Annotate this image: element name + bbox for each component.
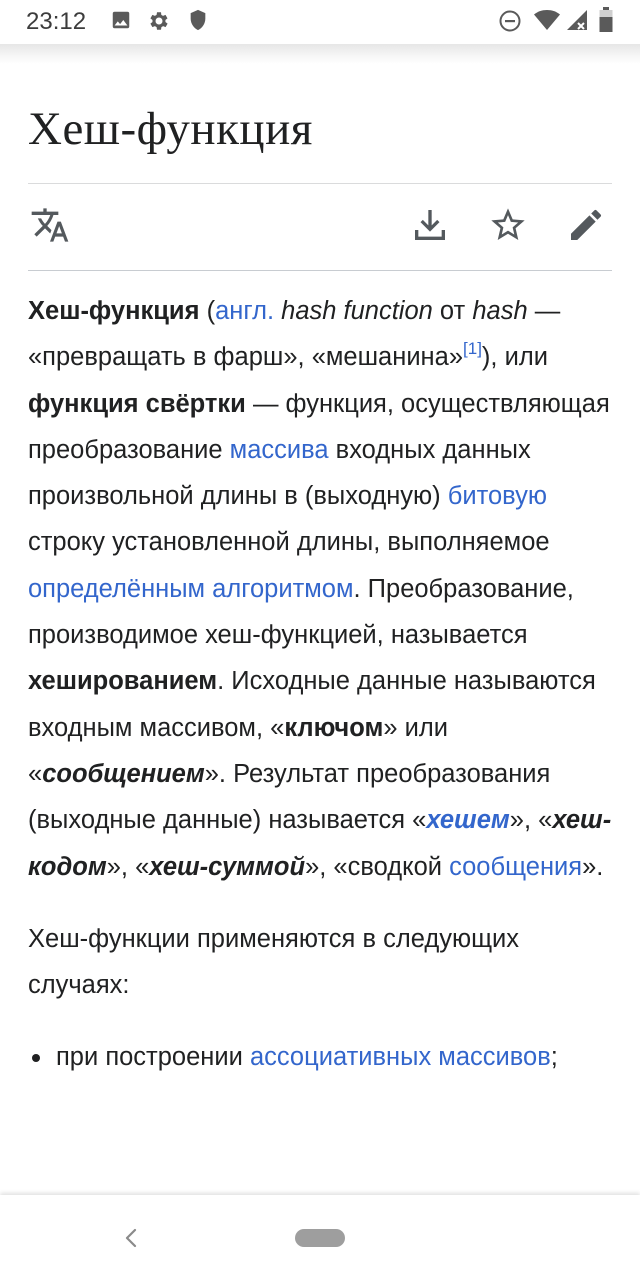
status-bar (0, 0, 640, 44)
text: », « (106, 852, 150, 881)
list-item-text: при построении (56, 1043, 250, 1072)
link-associative-arrays[interactable]: ассоциативных массивов (249, 1043, 551, 1072)
usage-paragraph: Хеш-функции применяются в следующих случаях: (28, 924, 520, 1000)
back-icon[interactable] (118, 1225, 144, 1251)
status-time: 23:12 (26, 8, 87, 35)
text: — функция, осуществляющая преобразование (28, 389, 610, 464)
download-icon[interactable] (410, 205, 450, 245)
bold-term: ключом (284, 713, 384, 742)
link-message[interactable]: сообщения (449, 852, 583, 881)
link-algorithm[interactable]: определённым алгоритмом (28, 574, 354, 603)
navigation-bar (0, 1195, 640, 1280)
page-title: Хеш-функция (28, 103, 313, 155)
bold-italic-term: сообщением (42, 759, 205, 788)
link-lang[interactable]: англ. (215, 297, 275, 325)
bold-term: функция свёртки (28, 389, 246, 418)
shield-icon (188, 9, 208, 36)
text: входных данных произвольной длины в (выходную) (28, 435, 531, 511)
reference-link[interactable]: [1] (463, 339, 482, 359)
text: . Исходные данные называются входным массивом, « (28, 667, 596, 742)
text: ». Результат преобразования (выходные данные) называется « (28, 759, 551, 835)
bold-term: Хеш-функция (28, 297, 200, 325)
edit-pencil-icon[interactable] (566, 205, 606, 245)
home-pill[interactable] (295, 1229, 345, 1247)
bold-italic-term: хеш-суммой (149, 852, 306, 881)
divider (28, 183, 612, 184)
list-item-text: ; (550, 1043, 558, 1072)
text: », «сводкой (305, 852, 450, 881)
settings-gear-icon (147, 9, 171, 38)
image-icon (110, 9, 132, 36)
toolbar-shadow (0, 44, 640, 64)
text: . Преобразование, производимое хеш-функцией, называется (28, 574, 574, 650)
wifi-icon (533, 8, 561, 37)
translate-icon[interactable] (30, 205, 70, 245)
text: », « (509, 806, 553, 835)
bold-italic-term: хеш-кодом (28, 806, 612, 881)
usage-list (28, 1034, 612, 1080)
link-array[interactable]: массива (229, 435, 329, 464)
list-item (56, 1034, 612, 1080)
article-body (28, 288, 612, 1081)
english-term: hash function (281, 297, 433, 325)
link-hash[interactable]: хешем (426, 806, 510, 835)
battery-icon (599, 7, 613, 38)
text: — «превращать в фарш», «мешанина» (28, 297, 561, 372)
text: ( (199, 297, 216, 325)
hash-word: hash (472, 297, 528, 325)
text: ), или (481, 343, 548, 372)
star-icon[interactable] (488, 205, 528, 245)
text: » или « (28, 713, 448, 788)
divider (28, 270, 612, 271)
do-not-disturb-icon (498, 9, 522, 38)
cell-signal-icon (566, 9, 588, 36)
bold-term: хешированием (28, 667, 218, 696)
text: строку установленной длины, выполняемое (28, 528, 550, 557)
lead-paragraph (28, 288, 612, 890)
text: от (432, 297, 473, 325)
link-bit[interactable]: битовую (447, 482, 548, 511)
text: ». (582, 852, 604, 881)
